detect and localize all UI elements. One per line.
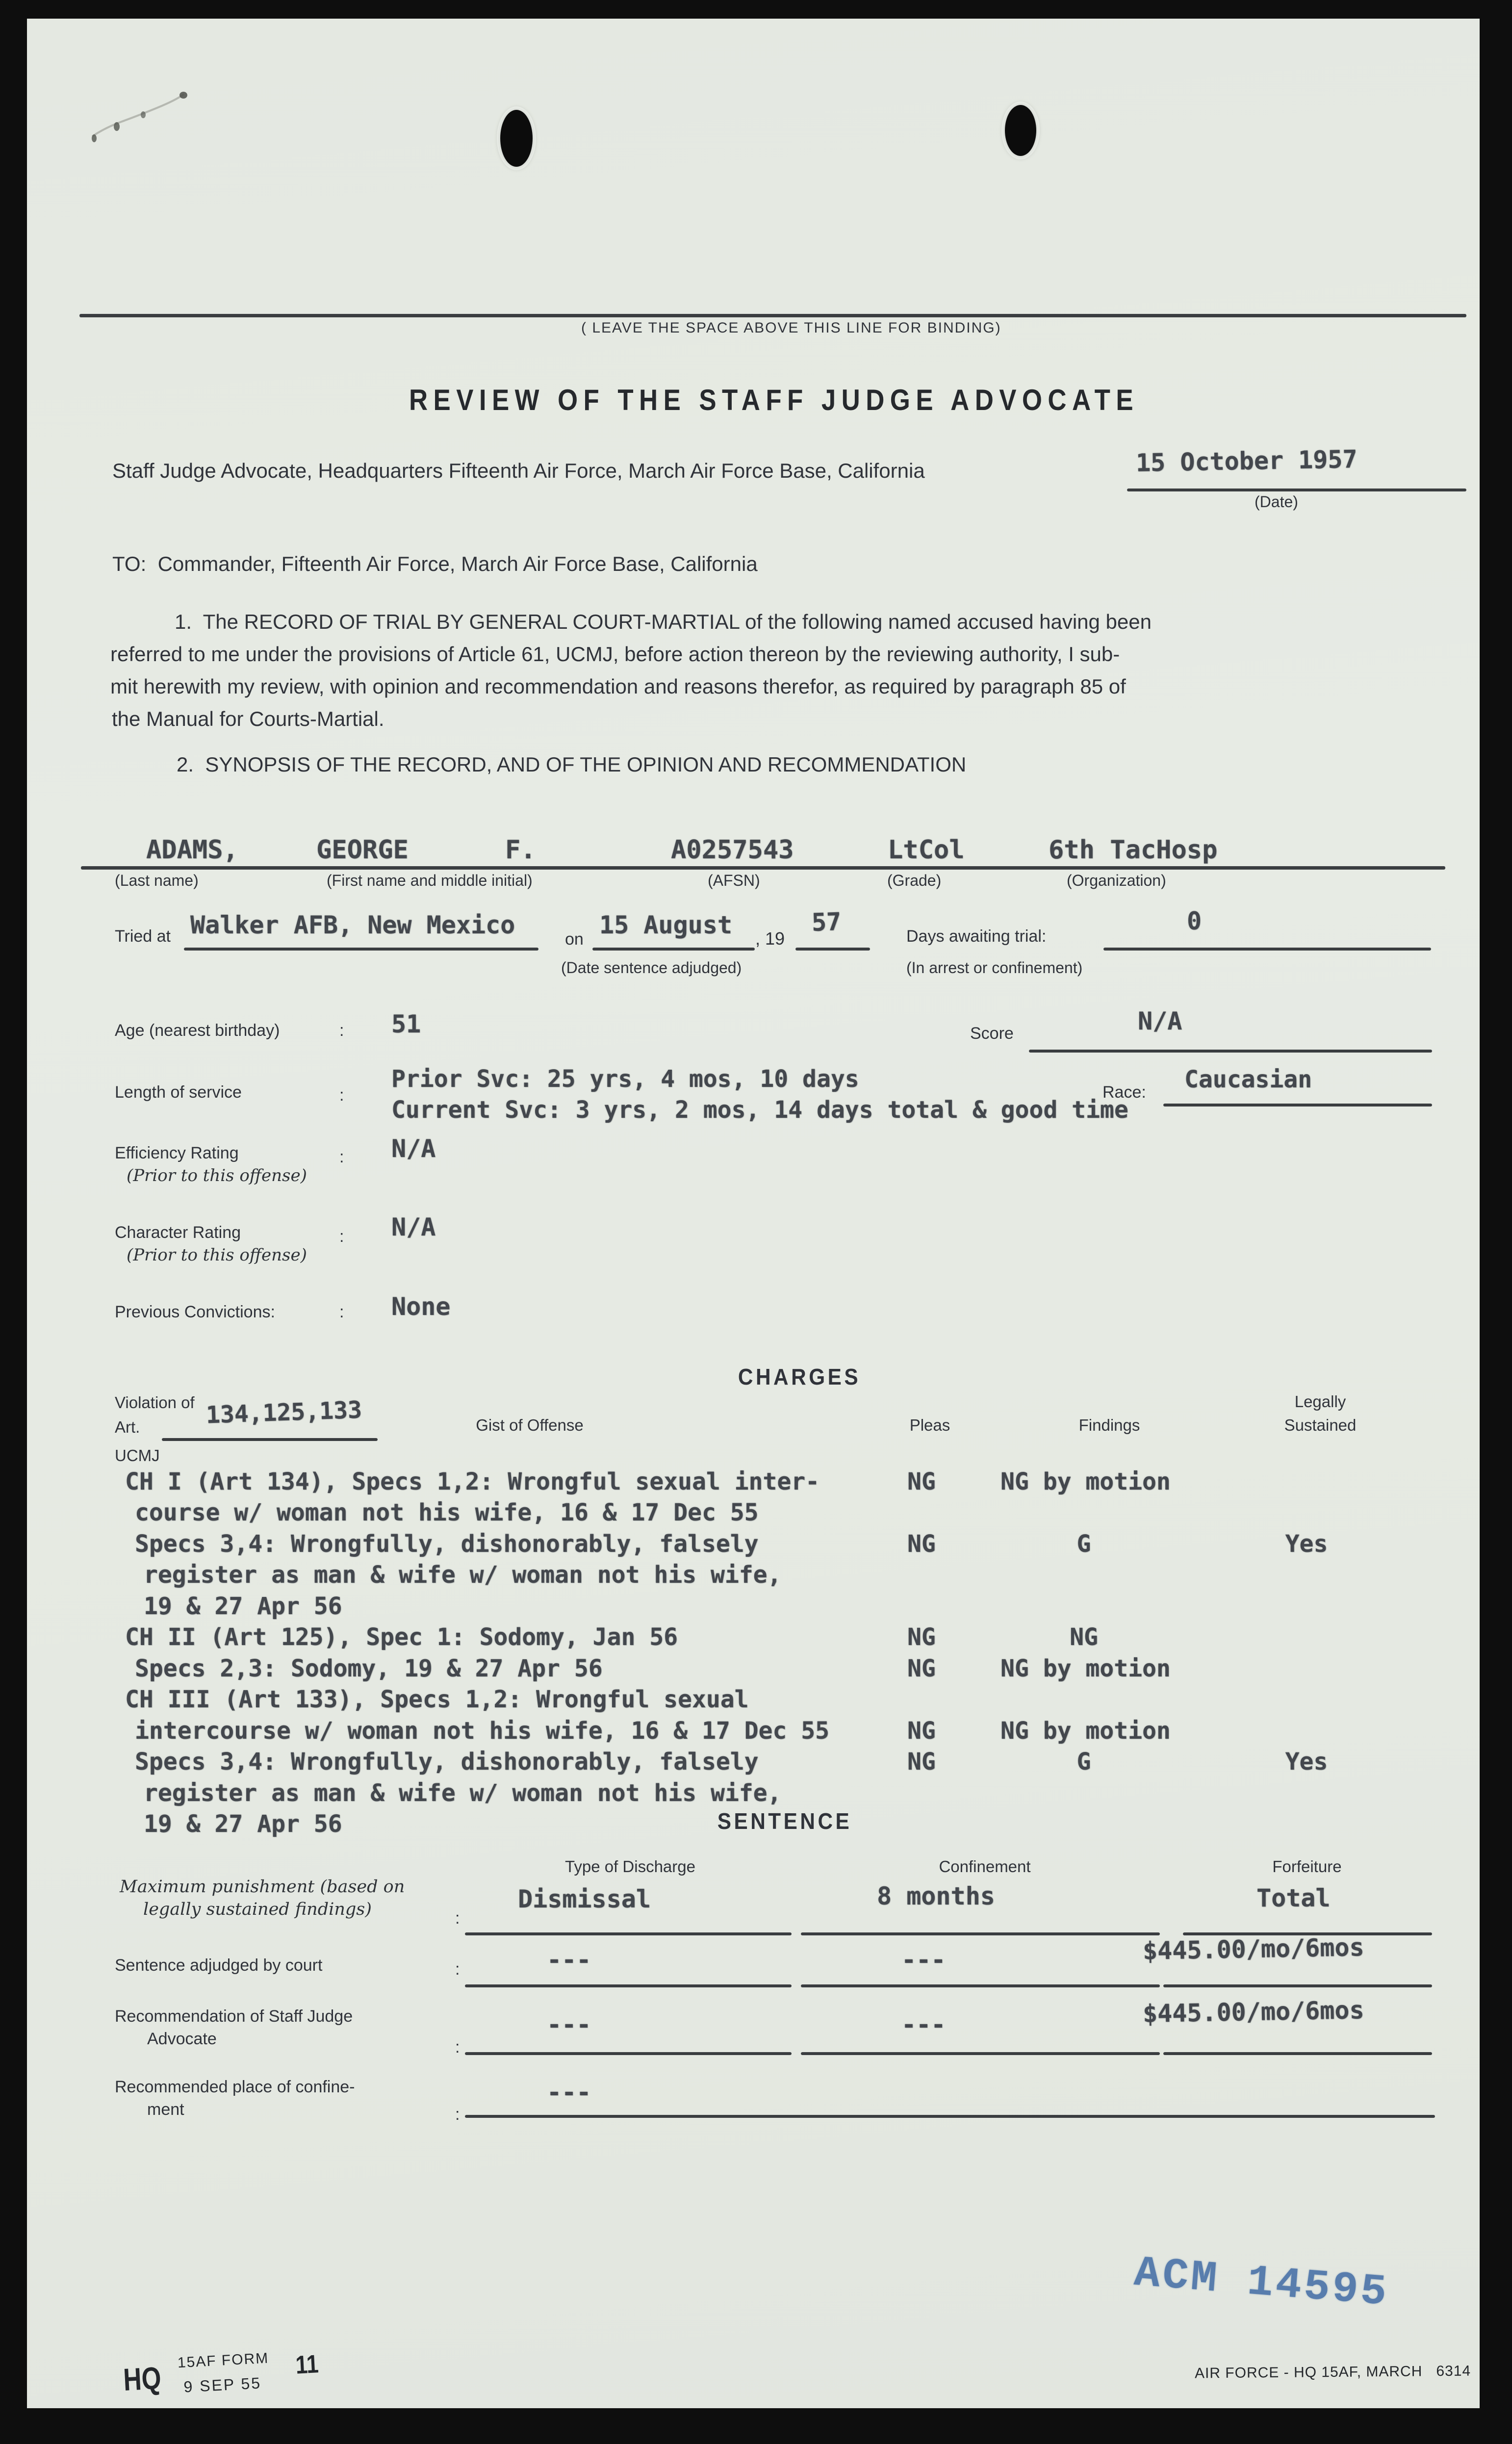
adjudged-label: Sentence adjudged by court [115,1956,323,1975]
para1-line2: referred to me under the provisions of Article 61, UCMJ, before action thereon by the reviewing authority, I sub- [110,643,1120,666]
col-legally: Legally [1294,1392,1346,1411]
pencil-marks [83,78,221,157]
label-first-name: (First name and middle initial) [327,872,533,889]
punch-hole-left [500,110,533,167]
age-label: Age (nearest birthday) [115,1021,280,1040]
adjudged-confinement-value: --- [901,1946,946,1974]
accused-middle-initial: F. [505,835,536,865]
character-value: N/A [391,1213,436,1241]
character-rating-label: Character Rating [115,1223,241,1242]
form-hq: HQ [122,2360,162,2397]
label-organization: (Organization) [1067,872,1166,889]
acm-number-stamp: ACM 14595 [1132,2249,1391,2318]
adjudged-underline-3 [1163,1984,1432,1987]
charge-sustained: Yes [1285,1530,1328,1558]
year-underline [795,948,870,951]
efficiency-rating-label: Efficiency Rating [115,1144,239,1162]
col-pleas: Pleas [909,1416,950,1434]
previous-convictions-value: None [391,1292,451,1321]
charge-gist: Specs 3,4: Wrongfully, dishonorably, falsely [135,1530,759,1558]
trial-location: Walker AFB, New Mexico [190,911,515,939]
date-value: 15 October 1957 [1135,445,1358,477]
adjudged-underline-1 [465,1984,792,1987]
charge-plea: NG [907,1748,936,1775]
charge-gist: register as man & wife w/ woman not his wife, [144,1561,782,1589]
confinement-caption: (In arrest or confinement) [906,959,1083,977]
adjudged-colon: : [455,1960,460,1979]
date-caption: (Date) [1255,493,1298,511]
age-value: 51 [391,1010,421,1038]
charge-plea: NG [907,1468,936,1495]
form-number: 11 [295,2350,319,2380]
trial-date-underline [592,948,755,951]
charge-row [0,1594,1512,1625]
adjudged-discharge-value: --- [547,1946,591,1974]
charge-row [0,1656,1512,1687]
trial-date: 15 August [599,911,732,939]
charge-finding: G [1076,1530,1091,1558]
accused-last-name: ADAMS, [146,835,238,865]
race-value: Caucasian [1184,1066,1312,1093]
recommendation-forfeiture-value: $445.00/mo/6mos [1142,1996,1365,2028]
charge-gist: Specs 2,3: Sodomy, 19 & 27 Apr 56 [135,1655,603,1682]
col-gist-of-offense: Gist of Offense [476,1416,584,1434]
label-grade: (Grade) [887,872,942,889]
recommendation-discharge-value: --- [547,2010,591,2039]
score-underline [1029,1050,1432,1053]
form-date: 9 SEP 55 [183,2374,262,2396]
accused-first-name: GEORGE [316,835,409,865]
to-line: TO: Commander, Fifteenth Air Force, March Air Force Base, California [112,552,758,575]
col-type-of-discharge: Type of Discharge [565,1857,695,1876]
form-name: 15AF FORM [177,2350,269,2371]
binding-line [79,314,1466,317]
page-title: REVIEW OF THE STAFF JUDGE ADVOCATE [409,384,1139,416]
previous-colon: : [339,1303,344,1321]
score-value: N/A [1138,1007,1182,1035]
violation-label-3: UCMJ [115,1446,160,1465]
on-label: on [565,930,584,949]
charge-finding: G [1076,1748,1091,1775]
efficiency-prior-note: (Prior to this offense) [127,1166,307,1185]
charge-gist: CH II (Art 125), Spec 1: Sodomy, Jan 56 [125,1623,678,1651]
prior-service-value: Prior Svc: 25 yrs, 4 mos, 10 days [391,1065,859,1093]
adjudged-forfeiture-value: $445.00/mo/6mos [1142,1933,1365,1965]
length-of-service-label: Length of service [115,1083,242,1102]
trial-year: 57 [811,907,842,937]
paper-sheet [27,19,1480,2408]
charge-row [0,1532,1512,1563]
charge-gist: CH III (Art 133), Specs 1,2: Wrongful sexual [125,1686,749,1713]
place-colon: : [455,2105,460,2124]
place-label-1: Recommended place of confine- [115,2078,355,2096]
charges-header: CHARGES [738,1364,861,1389]
charge-finding: NG by motion [1000,1717,1171,1745]
charge-gist: Specs 3,4: Wrongfully, dishonorably, falsely [135,1748,759,1775]
days-awaiting-value: 0 [1187,907,1202,935]
place-underline [465,2115,1435,2118]
location-underline [184,948,538,951]
violation-label-1: Violation of [115,1393,195,1412]
accused-grade: LtCol [888,835,965,865]
max-punishment-label-2: legally sustained findings) [143,1900,372,1919]
violation-articles-value: 134,125,133 [205,1396,362,1429]
max-punishment-colon: : [455,1909,460,1928]
charge-finding: NG [1070,1623,1098,1651]
charge-sustained: Yes [1285,1748,1328,1775]
charge-gist: intercourse w/ woman not his wife, 16 & 17 Dec 55 [135,1717,830,1745]
max-confinement-value: 8 months [877,1882,995,1910]
charge-row [0,1749,1512,1780]
accused-organization: 6th TacHosp [1049,835,1218,865]
col-findings: Findings [1078,1416,1140,1434]
charge-row [0,1563,1512,1594]
recommendation-label-1: Recommendation of Staff Judge [115,2007,353,2026]
charge-gist: 19 & 27 Apr 56 [144,1593,342,1620]
col-forfeiture: Forfeiture [1272,1857,1342,1876]
recommendation-colon: : [455,2038,460,2057]
sentence-header: SENTENCE [717,1808,852,1834]
score-label: Score [970,1024,1014,1043]
charge-finding: NG by motion [1000,1655,1171,1682]
max-forfeiture-value: Total [1256,1884,1331,1912]
printer-imprint: AIR FORCE - HQ 15AF, MARCH 6314 [1194,2363,1471,2382]
recommendation-confinement-value: --- [901,2010,946,2039]
charge-row [0,1781,1512,1812]
from-line: Staff Judge Advocate, Headquarters Fifteenth Air Force, March Air Force Base, California [112,459,925,482]
charge-row [0,1625,1512,1656]
tried-at-label: Tried at [115,927,171,946]
violation-label-2: Art. [115,1418,140,1436]
days-awaiting-label: Days awaiting trial: [906,927,1047,946]
charge-row [0,1719,1512,1749]
charge-plea: NG [907,1530,936,1558]
previous-convictions-label: Previous Convictions: [115,1303,275,1321]
days-underline [1103,948,1431,951]
max-confinement-underline [801,1932,1160,1935]
charge-row [0,1469,1512,1500]
recommendation-underline-1 [465,2052,792,2055]
para1-line3: mit herewith my review, with opinion and recommendation and reasons therefor, as required by paragraph 85 of [110,675,1126,698]
col-confinement: Confinement [939,1857,1031,1876]
accused-afsn: A0257543 [671,835,794,865]
punch-hole-right [1005,105,1036,156]
race-label: Race: [1102,1083,1146,1102]
label-afsn: (AFSN) [708,872,760,889]
charge-gist: course w/ woman not his wife, 16 & 17 Dec 55 [135,1499,759,1526]
col-sustained: Sustained [1284,1416,1357,1434]
max-punishment-label-1: Maximum punishment (based on [120,1877,405,1897]
name-underline [81,866,1445,870]
charge-gist: CH I (Art 134), Specs 1,2: Wrongful sexual inter- [125,1468,820,1495]
charge-finding: NG by motion [1000,1468,1171,1495]
los-colon: : [339,1086,344,1105]
charge-gist: register as man & wife w/ woman not his wife, [144,1779,782,1807]
recommendation-underline-2 [801,2052,1160,2055]
character-prior-note: (Prior to this offense) [127,1245,307,1265]
place-label-2: ment [147,2100,184,2119]
age-colon: : [339,1021,344,1040]
para1-line4: the Manual for Courts-Martial. [112,707,384,730]
charge-plea: NG [907,1623,936,1651]
max-discharge-value: Dismissal [518,1885,651,1913]
character-colon: : [339,1227,344,1246]
charge-row [0,1500,1512,1531]
charge-plea: NG [907,1717,936,1745]
violation-underline [162,1438,378,1441]
charge-gist: 19 & 27 Apr 56 [144,1810,342,1838]
date-adjudged-caption: (Date sentence adjudged) [561,959,742,977]
recommendation-underline-3 [1163,2052,1432,2055]
binding-note: ( LEAVE THE SPACE ABOVE THIS LINE FOR BINDING) [581,320,1001,336]
place-value: --- [547,2078,591,2107]
date-underline [1127,489,1466,491]
para1-line1: 1. The RECORD OF TRIAL BY GENERAL COURT-MARTIAL of the following named accused having been [175,610,1152,633]
efficiency-value: N/A [391,1134,436,1163]
label-last-name: (Last name) [115,872,199,889]
charge-row [0,1687,1512,1718]
adjudged-underline-2 [801,1984,1160,1987]
charge-plea: NG [907,1655,936,1682]
race-underline [1163,1104,1432,1106]
current-service-value: Current Svc: 3 yrs, 2 mos, 14 days total & good time [391,1096,1128,1124]
para2-line: 2. SYNOPSIS OF THE RECORD, AND OF THE OPINION AND RECOMMENDATION [177,753,967,776]
recommendation-label-2: Advocate [147,2030,217,2048]
year-prefix-label: , 19 [755,928,785,949]
efficiency-colon: : [339,1148,344,1166]
max-discharge-underline [465,1932,792,1935]
